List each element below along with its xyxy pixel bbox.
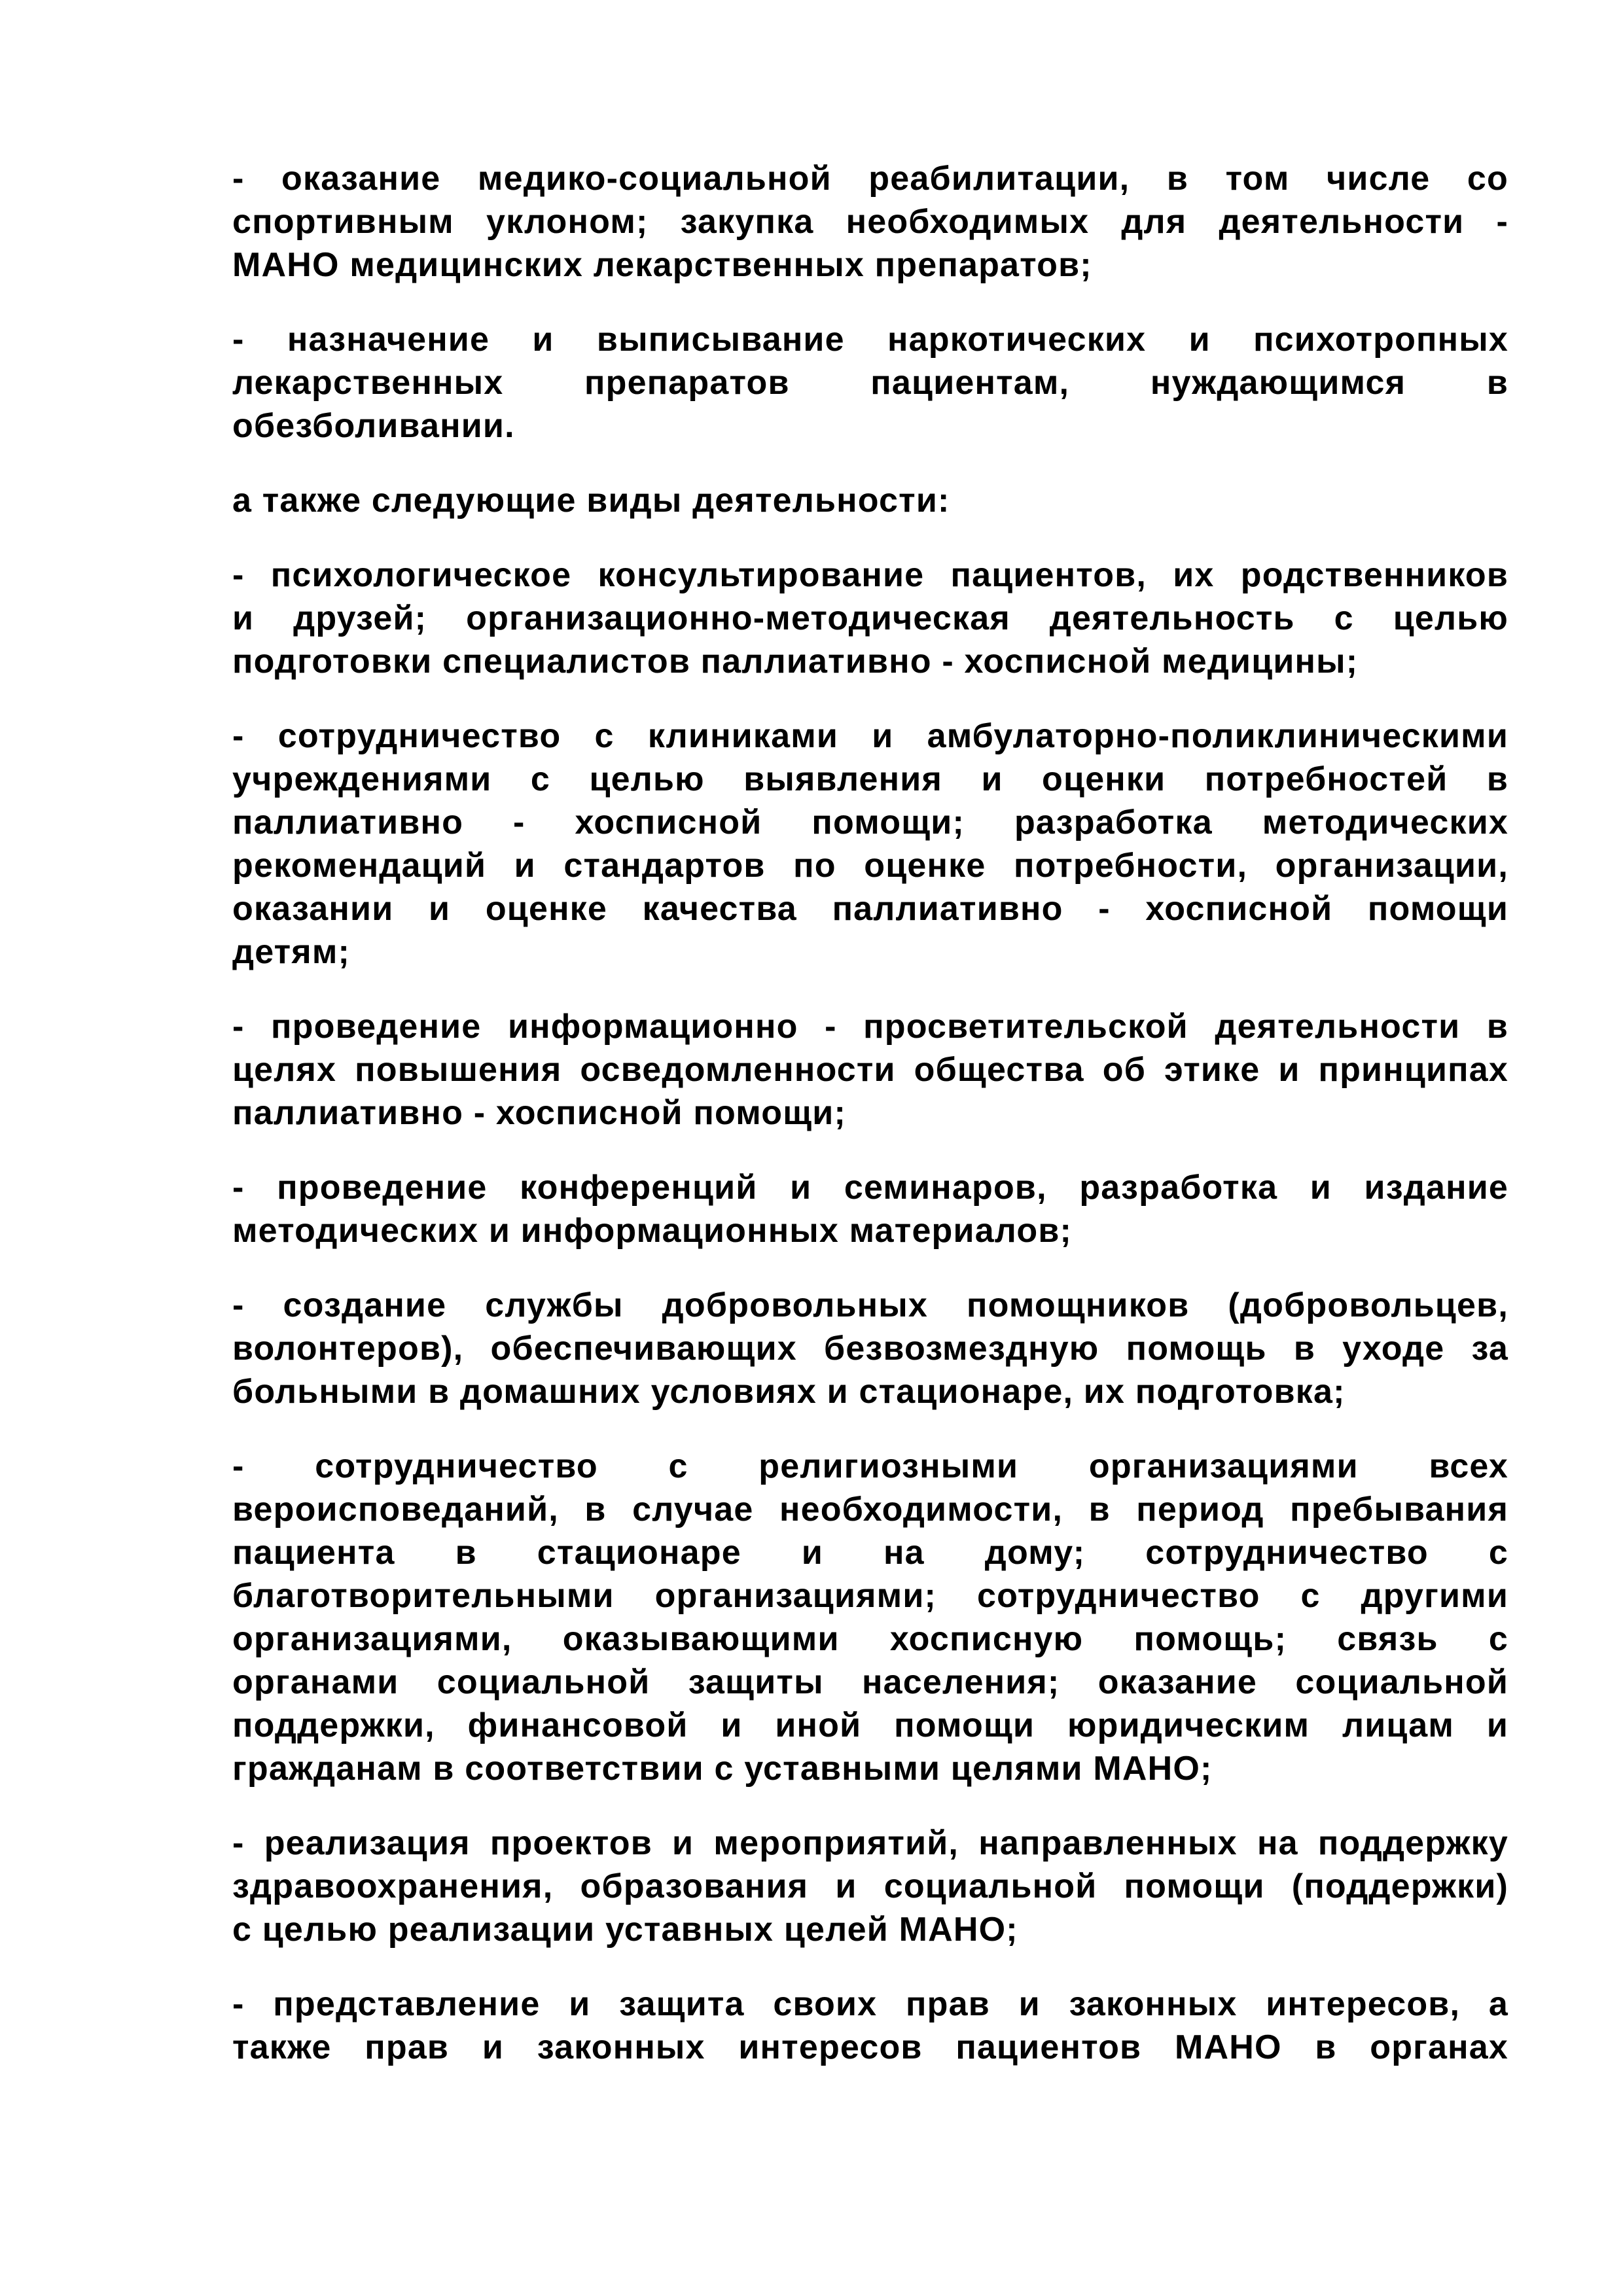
text-line: спортивным уклоном; закупка необходимых для деятельности -	[232, 203, 1508, 241]
text-line: - оказание медико-социальной реабилитации, в том числе со	[232, 160, 1508, 198]
text-line: - психологическое консультирование пациентов, их родственников	[232, 556, 1508, 594]
text-line: и друзей; организационно-методическая деятельность с целью	[232, 599, 1508, 637]
text-line: - создание службы добровольных помощников (добровольцев,	[232, 1286, 1508, 1324]
text-line: детям;	[232, 933, 351, 971]
paragraph-7	[232, 1166, 1508, 1252]
text-line: органами социальной защиты населения; оказание социальной	[232, 1663, 1508, 1701]
paragraph-10	[232, 1822, 1508, 1951]
paragraph-1	[232, 157, 1508, 287]
text-line: здравоохранения, образования и социальной помощи (поддержки)	[232, 1867, 1508, 1905]
text-line: паллиативно - хосписной помощи; разработка методических	[232, 804, 1508, 841]
text-line: а также следующие виды деятельности:	[232, 482, 950, 520]
text-line: оказании и оценке качества паллиативно - хосписной помощи	[232, 890, 1508, 928]
text-line: - проведение информационно - просветительской деятельности в	[232, 1008, 1508, 1046]
text-line: гражданам в соответствии с уставными целями МАНО;	[232, 1750, 1213, 1788]
paragraph-6	[232, 1005, 1508, 1135]
text-line: рекомендаций и стандартов по оценке потребности, организации,	[232, 847, 1508, 885]
text-line: - реализация проектов и мероприятий, направленных на поддержку	[232, 1824, 1508, 1862]
text-line: благотворительными организациями; сотрудничество с другими	[232, 1577, 1508, 1615]
paragraph-2	[232, 318, 1508, 448]
text-line: вероисповеданий, в случае необходимости, в период пребывания	[232, 1491, 1508, 1528]
paragraph-11	[232, 1983, 1508, 2069]
text-line: больными в домашних условиях и стационаре, их подготовка;	[232, 1373, 1346, 1411]
text-line: - представление и защита своих прав и законных интересов, а	[232, 1985, 1508, 2023]
text-line: также прав и законных интересов пациентов МАНО в органах	[232, 2028, 1508, 2066]
text-line: организациями, оказывающими хосписную помощь; связь с	[232, 1620, 1508, 1658]
text-line: пациента в стационаре и на дому; сотрудничество с	[232, 1534, 1508, 1572]
paragraph-4	[232, 554, 1508, 683]
text-line: с целью реализации уставных целей МАНО;	[232, 1911, 1018, 1949]
text-line: целях повышения осведомленности общества об этике и принципах	[232, 1051, 1508, 1089]
paragraph-5	[232, 715, 1508, 974]
text-line: паллиативно - хосписной помощи;	[232, 1094, 846, 1132]
text-line: обезболивании.	[232, 407, 515, 445]
paragraph-8	[232, 1284, 1508, 1413]
text-line: МАНО медицинских лекарственных препаратов;	[232, 246, 1092, 284]
text-line: - назначение и выписывание наркотических и психотропных	[232, 321, 1508, 359]
text-line: - сотрудничество с религиозными организациями всех	[232, 1447, 1508, 1485]
text-line: волонтеров), обеспечивающих безвозмездную помощь в уходе за	[232, 1330, 1508, 1368]
text-line: - сотрудничество с клиниками и амбулаторно-поликлиническими	[232, 717, 1508, 755]
text-line: подготовки специалистов паллиативно - хосписной медицины;	[232, 643, 1359, 680]
text-line: лекарственных препаратов пациентам, нуждающимся в	[232, 364, 1508, 402]
text-line: поддержки, финансовой и иной помощи юридическим лицам и	[232, 1706, 1508, 1744]
paragraph-3-intro-line	[232, 479, 1508, 522]
text-line: учреждениями с целью выявления и оценки потребностей в	[232, 760, 1508, 798]
paragraph-9	[232, 1445, 1508, 1790]
text-line: методических и информационных материалов;	[232, 1212, 1073, 1250]
text-line: - проведение конференций и семинаров, разработка и издание	[232, 1169, 1508, 1207]
